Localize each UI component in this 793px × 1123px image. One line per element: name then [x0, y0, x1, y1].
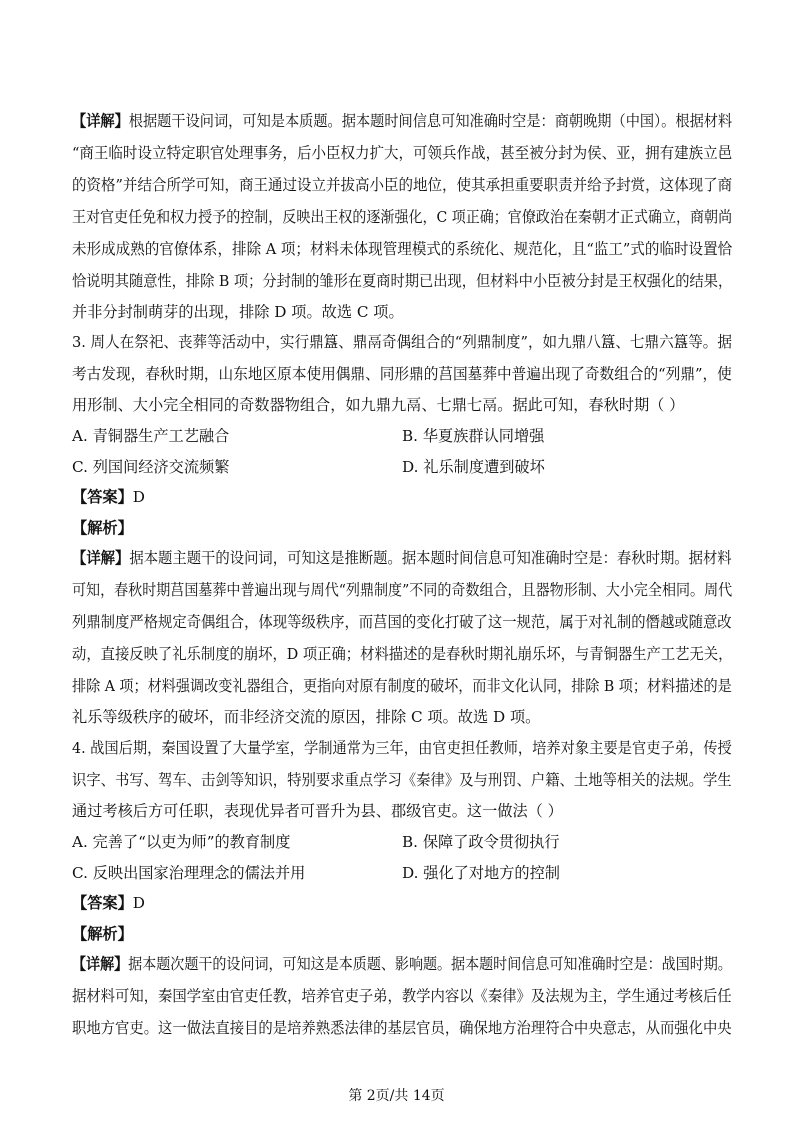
q3-option-a: A. 青铜器生产工艺融合 [72, 427, 230, 445]
q3-stem-line-1: 3. 周人在祭祀、丧葬等活动中，实行鼎簋、鼎鬲奇偶组合的“列鼎制度”，如九鼎八簋、七鼎六簋等。据 [72, 333, 732, 351]
q4-option-c: C. 反映出国家治理理念的儒法并用 [72, 864, 306, 882]
q4-detail-line-1: 【详解】据本题次题干的设问词，可知这是本质题、影响题。据本题时间信息可知准确时空是：战国时期。 [72, 955, 732, 973]
q2-detail-line-4: 王对官吏任免和权力授予的控制，反映出王权的逐渐强化，C 项正确；官僚政治在秦朝才正式确立，商朝尚 [72, 208, 733, 226]
q3-stem-line-3: 用形制、大小完全相同的奇数器物组合，如九鼎九鬲、七鼎七鬲。据此可知，春秋时期（ ） [72, 396, 685, 414]
q2-detail-line-3: 的资格”并结合所学可知，商王通过设立并拔高小臣的地位，使其承担重要职责并给予封赏，这体现了商 [72, 176, 733, 194]
detail-label: 【详解】 [72, 112, 129, 130]
q4-option-b: B. 保障了政令贯彻执行 [402, 833, 560, 851]
q4-analysis-label: 【解析】 [72, 925, 133, 943]
q2-detail-line-1: 【详解】根据题干设问词，可知是本质题。据本题时间信息可知准确时空是：商朝晚期（中国）。根据材料 [72, 112, 733, 130]
q3-stem-line-2: 考古发现，春秋时期，山东地区原本使用偶鼎、同形鼎的莒国墓葬中普遍出现了奇数组合的“列鼎”，使 [72, 365, 732, 383]
q4-stem-line-2: 识字、书写、驾车、击剑等知识，特别要求重点学习《秦律》及与刑罚、户籍、土地等相关的法规。学生 [72, 771, 732, 789]
q3-detail-line-6: 礼乐等级秩序的破坏，而非经济交流的原因，排除 C 项。故选 D 项。 [72, 708, 541, 726]
q2-detail-line-2: “商王临时设立特定职官处理事务，后小臣权力扩大，可领兵作战，甚至被分封为侯、亚，拥有建族立邑 [72, 144, 733, 162]
q4-answer: 【答案】D [72, 894, 145, 912]
q3-option-d: D. 礼乐制度遭到破坏 [402, 458, 545, 476]
q3-detail-line-1: 【详解】据本题主题干的设问词，可知这是推断题。据本题时间信息可知准确时空是：春秋时期。据材料 [72, 549, 732, 567]
page-number-footer: 第 2页/共 14页 [348, 1088, 445, 1104]
q3-detail-line-3: 列鼎制度严格规定奇偶组合，体现等级秩序，而莒国的变化打破了这一规范，属于对礼制的僭越或随意改 [72, 613, 732, 631]
q4-stem-line-3: 通过考核后方可任职，表现优异者可晋升为县、郡级官吏。这一做法（ ） [72, 802, 563, 820]
q4-option-d: D. 强化了对地方的控制 [402, 864, 560, 882]
q4-detail-line-3: 职地方官吏。这一做法直接目的是培养熟悉法律的基层官员，确保地方治理符合中央意志，从而强化中央 [72, 1019, 732, 1037]
q3-option-b: B. 华夏族群认同增强 [402, 427, 545, 445]
q3-analysis-label: 【解析】 [72, 519, 133, 537]
q3-option-c: C. 列国间经济交流频繁 [72, 458, 230, 476]
q3-detail-line-4: 动，直接反映了礼乐制度的崩坏，D 项正确；材料描述的是春秋时期礼崩乐坏，与青铜器生产工艺无关， [72, 645, 733, 663]
q3-detail-line-2: 可知，春秋时期莒国墓葬中普遍出现与周代“列鼎制度”不同的奇数组合，且器物形制、大小完全相同。周代 [72, 581, 733, 599]
q3-detail-line-5: 排除 A 项；材料强调改变礼器组合，更指向对原有制度的破坏，而非文化认同，排除 B 项；材料描述的是 [72, 677, 732, 695]
q3-answer: 【答案】D [72, 488, 145, 506]
q2-detail-line-6: 恰说明其随意性，排除 B 项；分封制的雏形在夏商时期已出现，但材料中小臣被分封是王权强化的结果， [72, 272, 733, 290]
q2-detail-line-5: 未形成成熟的官僚体系，排除 A 项；材料未体现管理模式的系统化、规范化，且“监工”式的临时设置恰 [72, 240, 733, 258]
q4-stem-line-1: 4. 战国后期，秦国设置了大量学室，学制通常为三年，由官吏担任教师，培养对象主要是官吏子弟，传授 [72, 739, 732, 757]
q4-detail-line-2: 据材料可知，秦国学室由官吏任教，培养官吏子弟，教学内容以《秦律》及法规为主，学生通过考核后任 [72, 987, 732, 1005]
q2-detail-line-7: 并非分封制萌芽的出现，排除 D 项。故选 C 项。 [72, 303, 404, 321]
q4-option-a: A. 完善了“以吏为师”的教育制度 [72, 833, 291, 851]
